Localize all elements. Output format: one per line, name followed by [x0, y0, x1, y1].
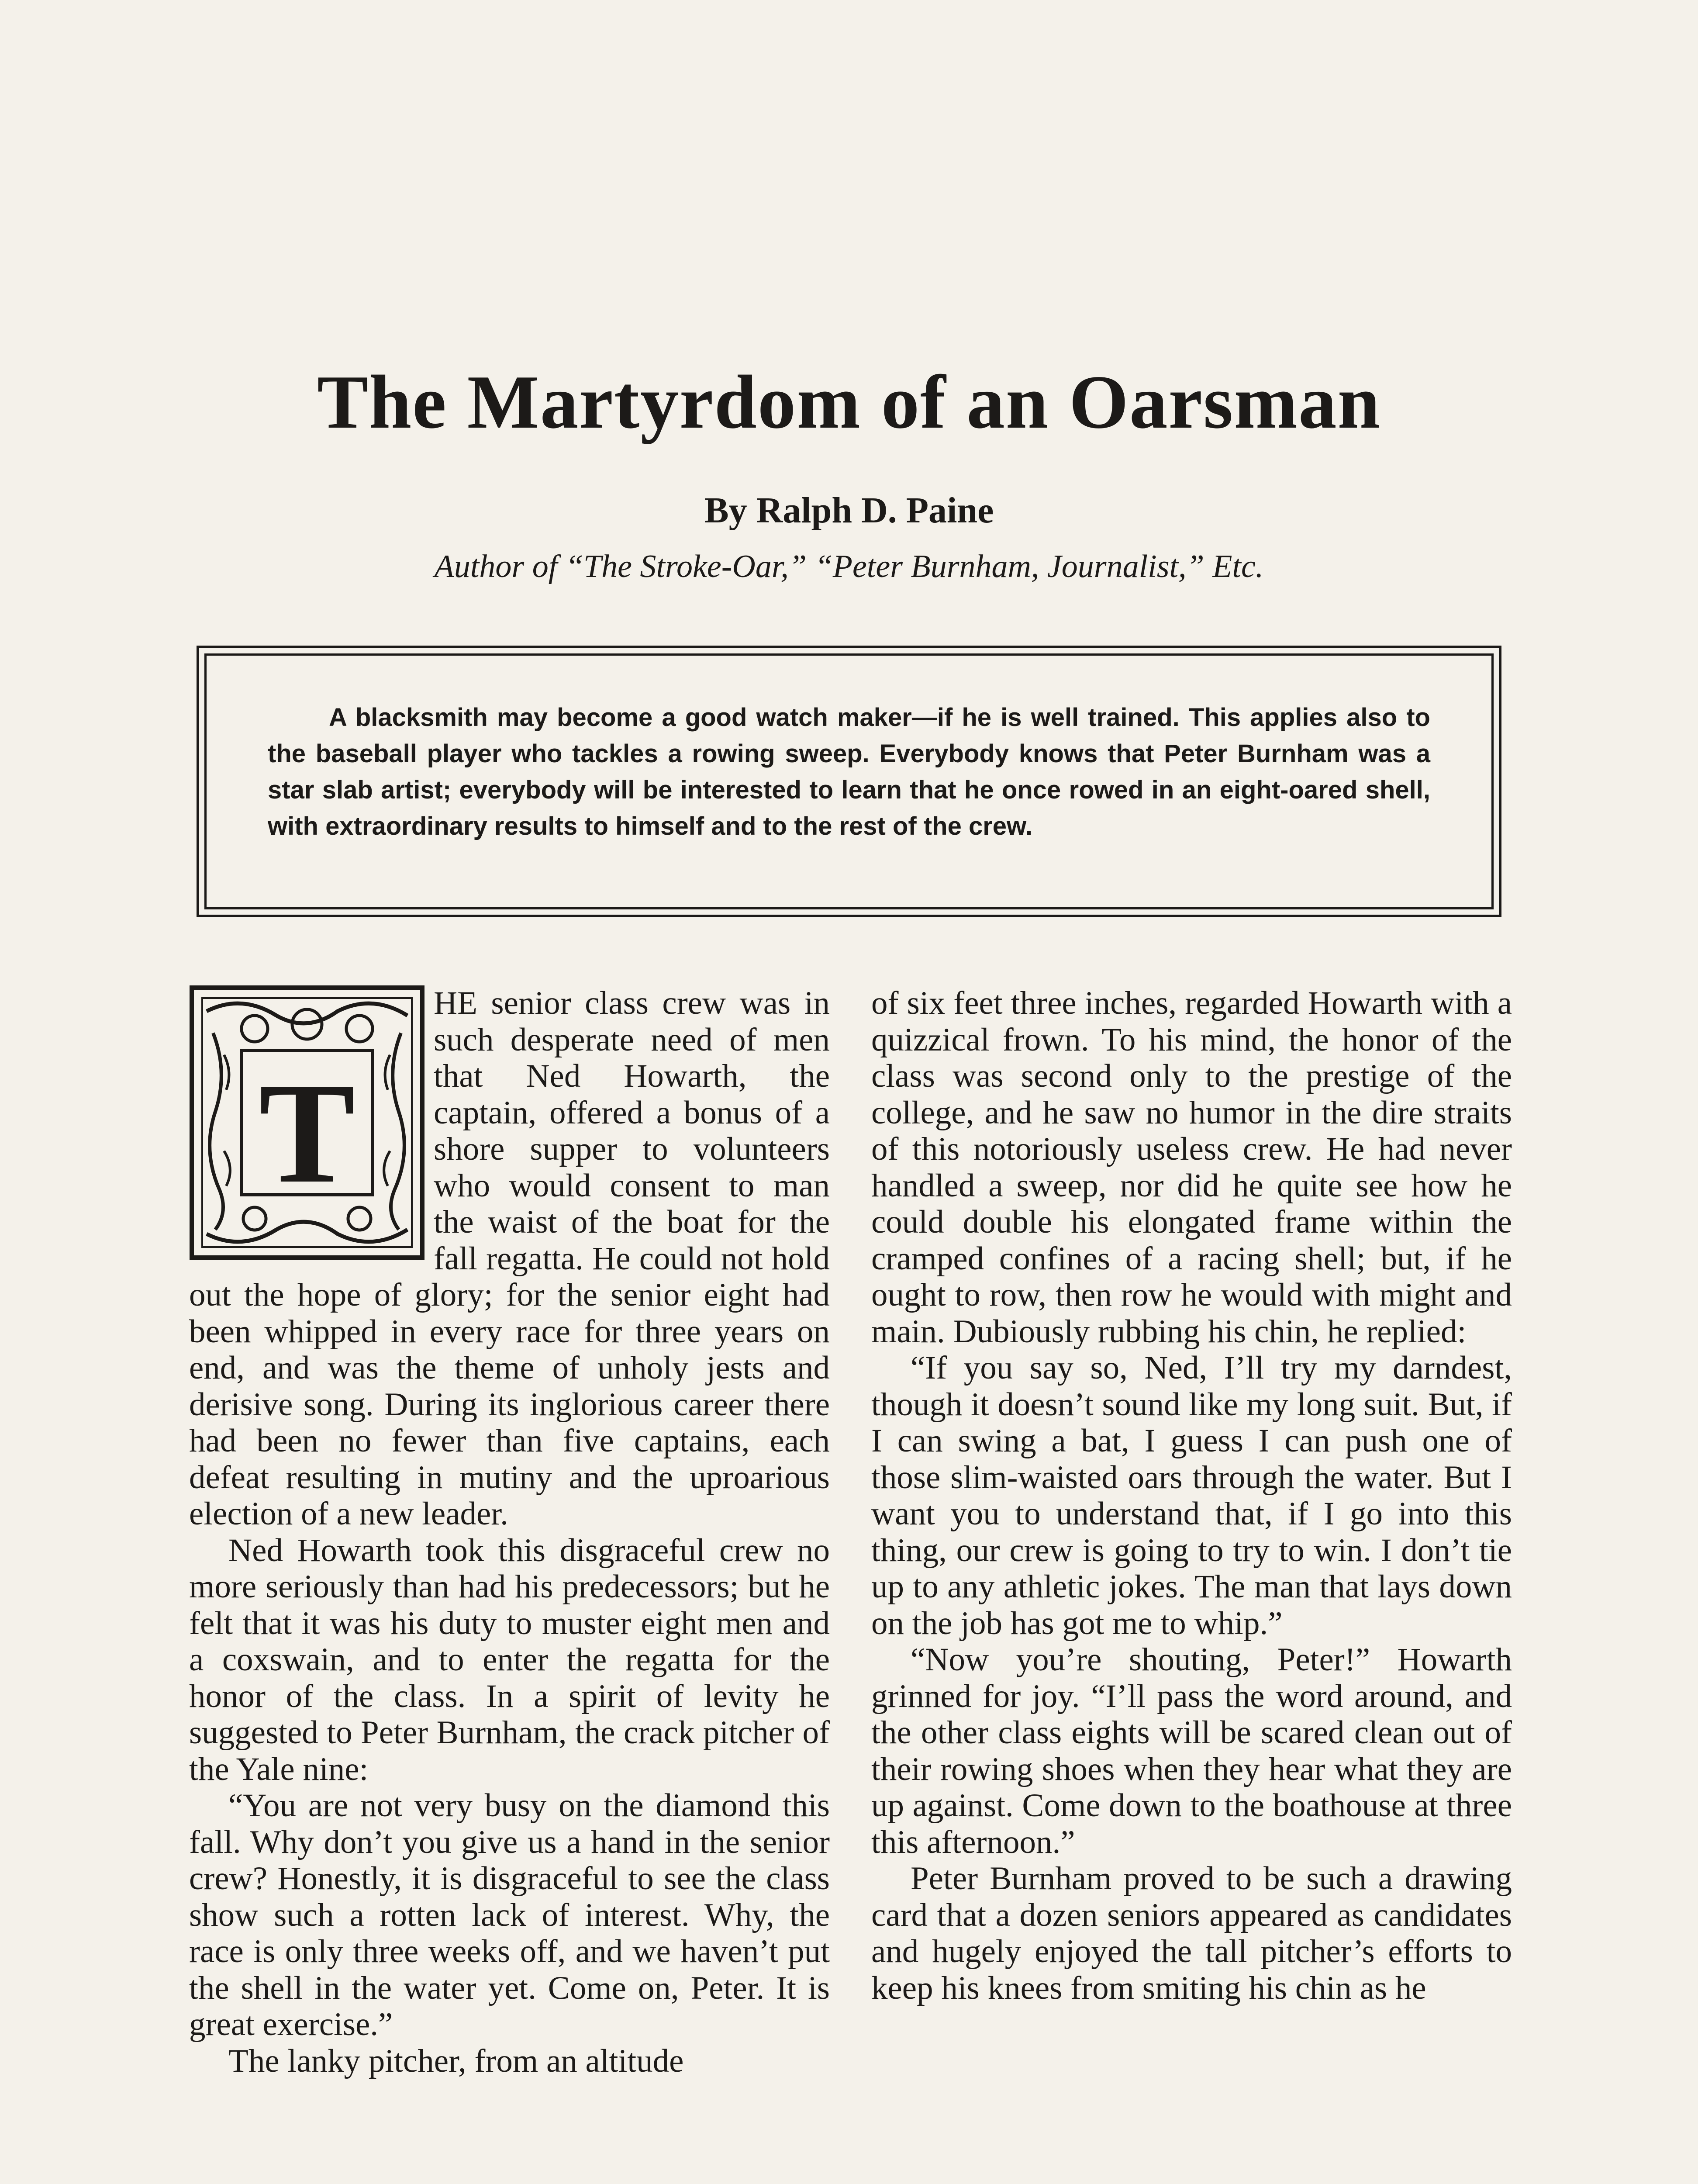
- blurb-box: [197, 646, 1501, 917]
- blurb-text: A blacksmith may become a good watch maker—if he is well trained. This applies also to the baseball player who tackles a rowing sweep. Everybody knows that Peter Burnham was a star slab artist; everybody will be interested to learn that he once rowed in an eight-oared shell, with extraordinary results to himself and to the rest of the crew.: [268, 703, 1430, 840]
- right-column: [871, 985, 1512, 2006]
- paragraph: Ned Howarth took this disgraceful crew no more seriously than had his predecessors; but he felt that it was his duty to muster eight men and a coxswain, and to enter the regatta for the honor of the class. In a spirit of levity he suggested to Peter Burnham, the crack pitcher of the Yale nine:: [189, 1532, 830, 1787]
- blurb-inner-border: [204, 653, 1494, 909]
- paragraph: HE senior class crew was in such desperate need of men that Ned Howarth, the captain, offered a bonus of a shore supper to volunteers who would consent to man the waist of the boat for the fall regatta. He could not hold out the hope of glory; for the senior eight had been whipped in every race for three years on end, and was the theme of unholy jests and derisive song. During its inglorious career there had been no fewer than five captains, each defeat resulting in mutiny and the uproarious election of a new leader.: [189, 985, 830, 1532]
- paragraph: “Now you’re shouting, Peter!” Howarth grinned for joy. “I’ll pass the word around, and the other class eights will be scared clean out of their rowing shoes when they hear what they are up against. Come down to the boathouse at three this afternoon.”: [871, 1641, 1512, 1860]
- paragraph: of six feet three inches, regarded Howarth with a quizzical frown. To his mind, the honor of the class was second only to the prestige of the college, and he saw no humor in the dire straits of this notoriously useless crew. He had never handled a sweep, nor did he quite see how he could double his elongated frame within the cramped confines of a racing shell; but, if he ought to row, then row he would with might and main. Dubiously rubbing his chin, he replied:: [871, 985, 1512, 1350]
- article-title: The Martyrdom of an Oarsman: [317, 359, 1381, 444]
- paragraph: “You are not very busy on the diamond this fall. Why don’t you give us a hand in the senior crew? Honestly, it is disgraceful to see the class show such a rotten lack of interest. Why, the race is only three weeks off, and we haven’t put the shell in the water yet. Come on, Peter. It is great exercise.”: [189, 1787, 830, 2042]
- paragraph: Peter Burnham proved to be such a drawing card that a dozen seniors appeared as candidates and hugely enjoyed the tall pitcher’s efforts to keep his knees from smiting his chin as he: [871, 1860, 1512, 2006]
- byline: By Ralph D. Paine: [704, 490, 994, 531]
- author-note: Author of “The Stroke-Oar,” “Peter Burnham, Journalist,” Etc.: [434, 549, 1264, 584]
- left-column: [189, 985, 830, 2079]
- ornamental-dropcap: [189, 985, 425, 1260]
- paragraph: “If you say so, Ned, I’ll try my darndest, though it doesn’t sound like my long suit. But, if I can swing a bat, I guess I can push one of those slim-waisted oars through the water. But I want you to understand that, if I go into this thing, our crew is going to try to win. I don’t tie up to any athletic jokes. The man that lays down on the job has got me to whip.”: [871, 1350, 1512, 1641]
- dropcap-letter: T: [259, 1054, 355, 1213]
- dropcap-border-icon: [189, 985, 425, 1260]
- paragraph: The lanky pitcher, from an altitude: [228, 2042, 684, 2079]
